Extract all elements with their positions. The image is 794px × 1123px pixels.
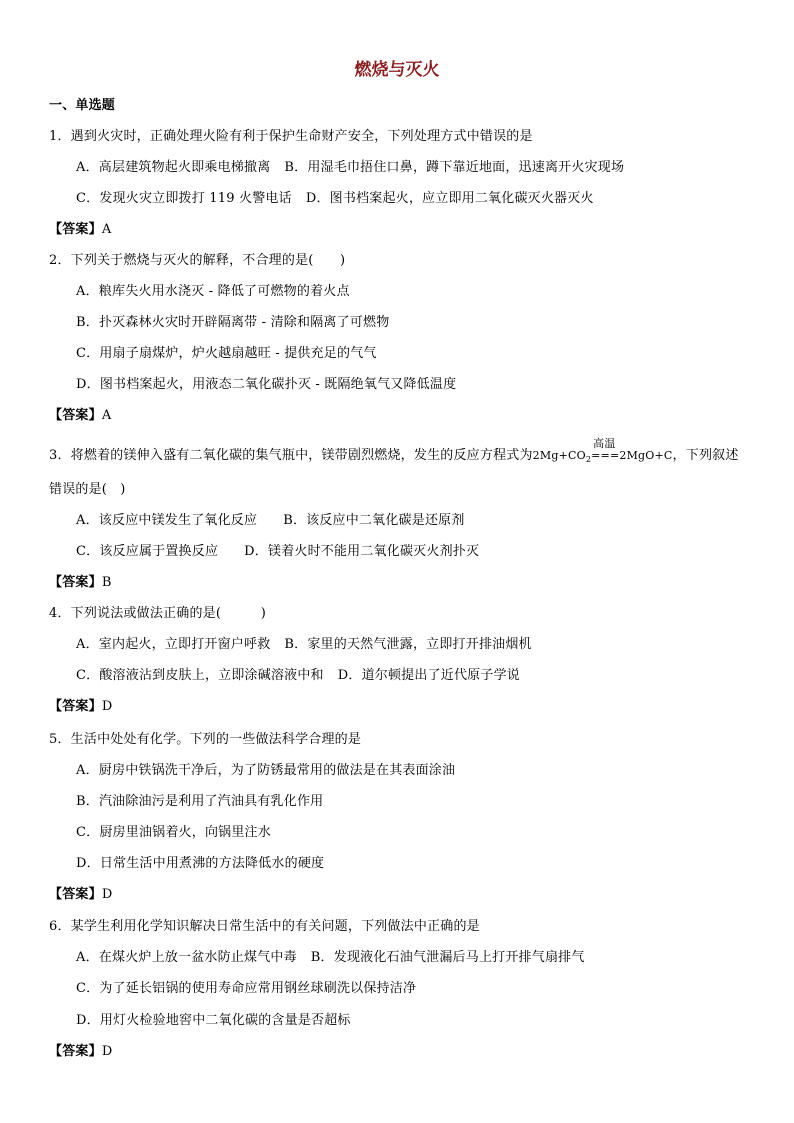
equation-products: 2MgO+C: [619, 449, 673, 462]
question-1-option-c: C．发现火灾立即拨打 119 火警电话: [76, 191, 292, 206]
question-5-answer: [49, 886, 112, 904]
answer-value: B: [101, 575, 112, 590]
question-4-answer: [49, 698, 112, 716]
question-1-stem: 1．遇到火灾时，正确处理火险有利于保护生命财产安全，下列处理方式中错误的是: [49, 129, 533, 144]
question-2-option-b: B．扑灭森林火灾时开辟隔离带 - 清除和隔离了可燃物: [76, 315, 390, 330]
question-4-stem: 4．下列说法或做法正确的是( ): [49, 606, 267, 621]
question-4-options-ab: [76, 636, 532, 654]
question-4-option-a: A．室内起火，立即打开窗户呼救: [76, 637, 271, 652]
answer-label: 【答案】: [49, 699, 102, 714]
question-4-options-cd: [76, 667, 520, 685]
question-2-option-c: C．用扇子扇煤炉，炉火越扇越旺 - 提供充足的气气: [76, 346, 377, 361]
question-2-answer: [49, 407, 111, 425]
question-1-option-a: A．高层建筑物起火即乘电梯撤离: [76, 160, 271, 175]
question-6-option-b: B．发现液化石油气泄漏后马上打开排气扇排气: [310, 950, 585, 965]
answer-value: A: [101, 408, 112, 423]
question-2-option-a: A．粮库失火用水浇灭 - 降低了可燃物的着火点: [76, 284, 350, 299]
question-3-stem-text: 3．将燃着的镁伸入盛有二氧化碳的集气瓶中，镁带剧烈燃烧，发生的反应方程式为: [49, 448, 533, 463]
question-3-option-a: A．该反应中镁发生了氧化反应: [76, 513, 258, 528]
answer-value: A: [101, 222, 112, 237]
answer-label: 【答案】: [49, 575, 102, 590]
question-5-option-b: B．汽油除油污是利用了汽油具有乳化作用: [76, 794, 324, 809]
question-4-option-d: D．道尔顿提出了近代原子学说: [337, 668, 520, 683]
question-2-option-d: D．图书档案起火，用液态二氧化碳扑灭 - 既隔绝氧气又降低温度: [76, 377, 457, 392]
answer-label: 【答案】: [49, 887, 102, 902]
equation-sign: [591, 437, 620, 465]
question-6-option-c: C．为了延长铝锅的使用寿命应常用钢丝球刷洗以保持洁净: [76, 981, 417, 996]
question-6-options-ab: [76, 949, 585, 967]
answer-label: 【答案】: [49, 408, 102, 423]
question-1-options-cd: [76, 190, 594, 208]
document-title: 燃烧与灭火: [354, 60, 440, 80]
question-3-stem-continued: 错误的是( ): [49, 482, 126, 497]
chemical-equation: [532, 437, 673, 469]
equation-condition: 高温: [593, 437, 616, 450]
question-1-option-b: B．用湿毛巾捂住口鼻，蹲下靠近地面，迅速离开火灾现场: [284, 160, 625, 175]
question-3-answer: [49, 574, 112, 592]
answer-value: D: [101, 887, 113, 902]
answer-value: D: [101, 699, 113, 714]
question-5-stem: 5．生活中处处有化学。下列的一些做法科学合理的是: [49, 732, 362, 747]
question-3-stem-tail: ，下列叙述: [672, 448, 739, 463]
equation-subscript: 2: [585, 455, 592, 465]
question-1-answer: [49, 221, 111, 239]
question-5-option-d: D．日常生活中用煮沸的方法降低水的硬度: [76, 856, 325, 871]
answer-value: D: [101, 1044, 113, 1059]
question-4-option-c: C．酸溶液沾到皮肤上，立即涂碱溶液中和: [76, 668, 324, 683]
question-3-stem: [49, 437, 739, 469]
question-5-option-a: A．厨房中铁锅洗干净后，为了防锈最常用的做法是在其表面涂油: [76, 763, 456, 778]
question-3-options-cd: [76, 543, 479, 561]
question-1-option-d: D．图书档案起火，应立即用二氧化碳灭火器灭火: [305, 191, 594, 206]
question-6-stem: 6．某学生利用化学知识解决日常生活中的有关问题，下列做法中正确的是: [49, 919, 480, 934]
question-6-answer: [49, 1043, 112, 1061]
question-3-option-b: B．该反应中二氧化碳是还原剂: [283, 513, 465, 528]
question-1-options-ab: [76, 159, 624, 177]
question-6-option-a: A．在煤火炉上放一盆水防止煤气中毒: [76, 950, 297, 965]
section-heading: 一、单选题: [49, 98, 116, 113]
equation-equals: ===: [591, 449, 620, 462]
question-2-stem: 2．下列关于燃烧与灭火的解释，不合理的是( ): [49, 253, 346, 268]
equation-reactants: 2Mg+CO: [532, 449, 586, 462]
answer-label: 【答案】: [49, 222, 102, 237]
question-3-option-c: C．该反应属于置换反应: [76, 544, 219, 559]
question-4-option-b: B．家里的天然气泄露，立即打开排油烟机: [284, 637, 532, 652]
question-3-option-d: D．镁着火时不能用二氧化碳灭火剂扑灭: [244, 544, 480, 559]
question-3-options-ab: [76, 512, 465, 530]
answer-label: 【答案】: [49, 1044, 102, 1059]
question-6-option-d: D．用灯火检验地窖中二氧化碳的含量是否超标: [76, 1013, 351, 1028]
question-5-option-c: C．厨房里油锅着火，向锅里注水: [76, 825, 271, 840]
